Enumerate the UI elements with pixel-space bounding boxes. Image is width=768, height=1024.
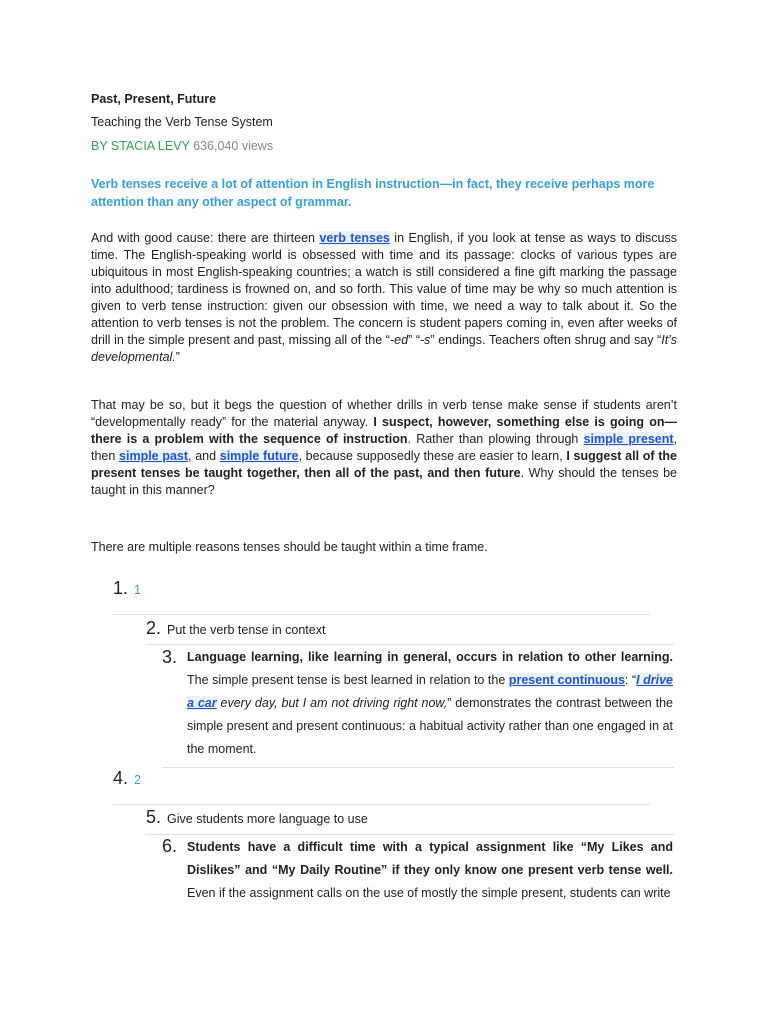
text: , because supposedly these are easier to learn, — [298, 449, 567, 463]
text: The simple present tense is best learned in relation to the — [187, 673, 509, 687]
divider — [146, 644, 674, 645]
verb-tenses-link[interactable]: verb tenses — [319, 231, 390, 245]
list-number: 3. — [162, 647, 178, 667]
text: ” — [175, 350, 180, 364]
lead-paragraph: Verb tenses receive a lot of attention in English instruction—in fact, they receive perhaps more attention than any other aspect of grammar. — [91, 177, 655, 209]
text: Language learning, like learning in general, occurs in relation to other learning. — [187, 650, 673, 664]
present-continuous-link[interactable]: present continuous — [508, 673, 625, 687]
divider — [146, 834, 674, 835]
divider — [113, 804, 650, 805]
list-item — [146, 807, 368, 828]
view-count: 636,040 views — [193, 139, 274, 153]
article-subtitle: Teaching the Verb Tense System — [91, 115, 273, 129]
divider — [113, 614, 650, 615]
simple-future-link[interactable]: simple future — [219, 449, 299, 463]
paragraph-1 — [91, 230, 677, 366]
list-number-container — [162, 836, 177, 857]
text: : “ — [624, 673, 637, 687]
text: I suspect, however, something else is going on—there is a problem with the sequence of instruction — [91, 415, 677, 446]
text: ” “ — [408, 333, 421, 347]
text: . Rather than plowing through — [407, 432, 584, 446]
author-link[interactable]: BY STACIA LEVY — [91, 139, 190, 153]
text: . Why should the tenses be taught in this manner? — [91, 466, 678, 497]
drive-a-car-link[interactable]: I drive a car — [187, 673, 674, 710]
list-item-label: Put the verb tense in context — [167, 623, 326, 637]
text: , and — [188, 449, 220, 463]
text: in English, if you look at tense as ways to discuss time. The English-speaking world is obsessed with time and its passage: clocks of various types are ubiquitous in most English-speaking countries; a watch is still considered a fine gift marking the passage into adulthood; tardiness is frowned on, and so forth. This value of time may be why so much attention is given to verb tense instruction: given our obsession with time, we need a way to talk about it. So the attention to verb tenses is not the problem. The concern is student papers coming in, even after weeks of drill in the simple present and past, missing all of the “ — [91, 231, 678, 347]
list-item — [146, 618, 325, 639]
text: It’s developmental. — [91, 333, 677, 364]
text: every day, but I am not driving right now, — [216, 696, 448, 710]
simple-past-link[interactable]: simple past — [119, 449, 189, 463]
list-number: 2. — [146, 618, 162, 638]
list-item — [113, 578, 141, 599]
list-anchor-link[interactable]: 1 — [134, 583, 141, 597]
text: ” endings. Teachers often shrug and say “ — [430, 333, 662, 347]
text: I suggest all of the present tenses be taught together, then all of the past, and then future — [91, 449, 677, 480]
list-item-label: Give students more language to use — [167, 812, 368, 826]
text: That may be so, but it begs the question of whether drills in verb tense make sense if students aren’t “developmentally ready” for the material anyway. — [91, 398, 677, 429]
text: And with good cause: there are thirteen — [91, 231, 320, 245]
simple-present-link[interactable]: simple present — [583, 432, 674, 446]
list-number-container — [162, 647, 177, 668]
text: Even if the assignment calls on the use of mostly the simple present, students can write — [187, 886, 671, 900]
list-number: 5. — [146, 807, 162, 827]
text: ” demonstrates the contrast between the simple present and present continuous: a habitual activity rather than one engaged in at the moment. — [187, 696, 673, 756]
list-anchor-link[interactable]: 2 — [134, 773, 141, 787]
list-number: 6. — [162, 836, 178, 856]
text: Students have a difficult time with a typical assignment like “My Likes and Dislikes” and “My Daily Routine” if they only know one present verb tense well. — [187, 840, 673, 877]
text: -s — [420, 333, 431, 347]
article-title: Past, Present, Future — [91, 92, 217, 106]
text: -ed — [389, 333, 409, 347]
paragraph-2 — [91, 397, 677, 499]
text: , then — [91, 432, 678, 463]
list-item — [113, 768, 141, 789]
byline — [91, 139, 273, 153]
divider — [162, 767, 674, 768]
list-number: 1. — [113, 578, 129, 598]
paragraph-3: There are multiple reasons tenses should be taught within a time frame. — [91, 540, 488, 554]
list-item-body — [187, 836, 673, 905]
list-item-body — [187, 646, 673, 761]
list-number: 4. — [113, 768, 129, 788]
